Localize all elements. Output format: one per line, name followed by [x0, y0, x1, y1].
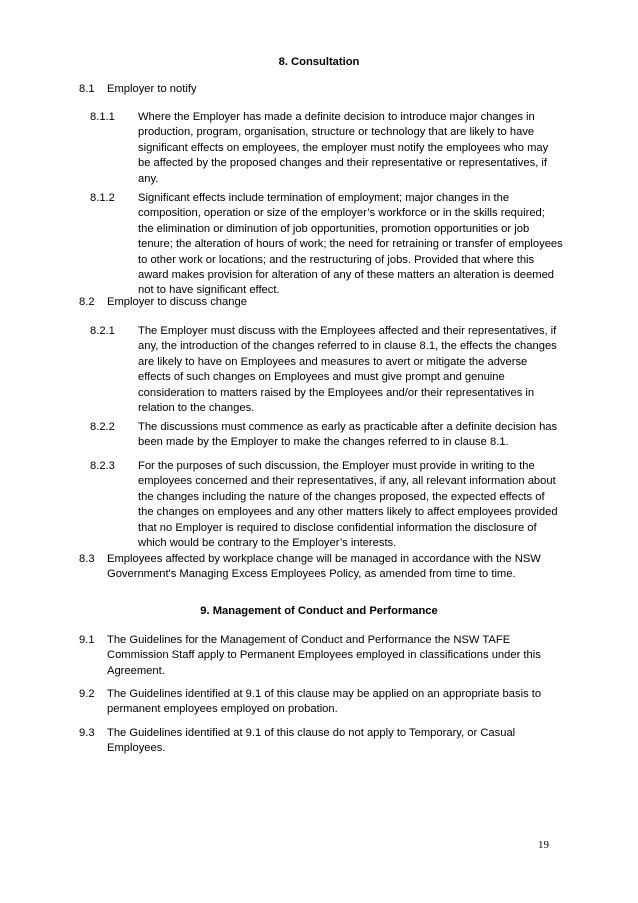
clause-number: 8.2.1	[90, 325, 115, 337]
clause-text: The Guidelines identified at 9.1 of this clause do not apply to Temporary, or Casual Employees.	[107, 727, 516, 755]
clause-number: 8.1.1	[90, 111, 115, 123]
page-number: 19	[538, 839, 549, 851]
clause-number: 8.2	[79, 296, 95, 308]
clause-text: The discussions must commence as early as practicable after a definite decision has been made by the Employer to make the changes referred to in clause 8.1.	[138, 421, 558, 449]
clause-text: The Employer must discuss with the Employees affected and their representatives, if any, the introduction of the changes referred to in clause 8.1, the effects the changes are likely to have on Employees and measures to avert or mitigate the adverse effects of such changes on Employees and must give prompt and genuine consideration to matters raised by the Employees and/or their representatives in relation to the changes.	[138, 325, 557, 415]
section-9-heading: 9. Management of Conduct and Performance	[200, 605, 438, 617]
clause-number: 9.1	[79, 634, 95, 646]
clause-title: Employer to notify	[107, 83, 197, 95]
clause-text: The Guidelines for the Management of Conduct and Performance the NSW TAFE Commission Staff apply to Permanent Employees employed in classifications under this Agreement.	[107, 634, 541, 677]
clause-title: Employer to discuss change	[107, 296, 247, 308]
clause-number: 8.3	[79, 553, 95, 565]
section-8-heading: 8. Consultation	[278, 56, 360, 68]
clause-number: 8.1.2	[90, 192, 115, 204]
clause-text: Employees affected by workplace change will be managed in accordance with the NSW Government's Managing Excess Employees Policy, as amended from time to time.	[107, 553, 541, 581]
clause-number: 8.1	[79, 83, 95, 95]
clause-number: 8.2.2	[90, 421, 115, 433]
clause-number: 9.2	[79, 688, 95, 700]
clause-text: The Guidelines identified at 9.1 of this clause may be applied on an appropriate basis to permanent employees employed on probation.	[107, 688, 542, 716]
clause-number: 9.3	[79, 727, 95, 739]
clause-text: Where the Employer has made a definite decision to introduce major changes in production, program, organisation, structure or technology that are likely to have significant effects on employees, the employer must notify the employees who may be affected by the proposed changes and their representative or representatives, if any.	[138, 111, 549, 185]
clause-number: 8.2.3	[90, 460, 115, 472]
clause-text: For the purposes of such discussion, the Employer must provide in writing to the employees concerned and their representatives, if any, all relevant information about the changes including the nature of the changes proposed, the expected effects of the changes on employees and any other matters likely to affect employees provided that no Employer is required to disclose confidential information the disclosure of which would be contrary to the Employer’s interests.	[138, 460, 558, 550]
clause-text: Significant effects include termination of employment; major changes in the composition, operation or size of the employer’s workforce or in the skills required; the elimination or diminution of job opportunities, promotion opportunities or job tenure; the alteration of hours of work; the need for retraining or transfer of employees to other work or locations; and the restructuring of jobs. Provided that where this award makes provision for alteration of any of these matters an alteration is deemed not to have significant effect.	[138, 192, 563, 297]
